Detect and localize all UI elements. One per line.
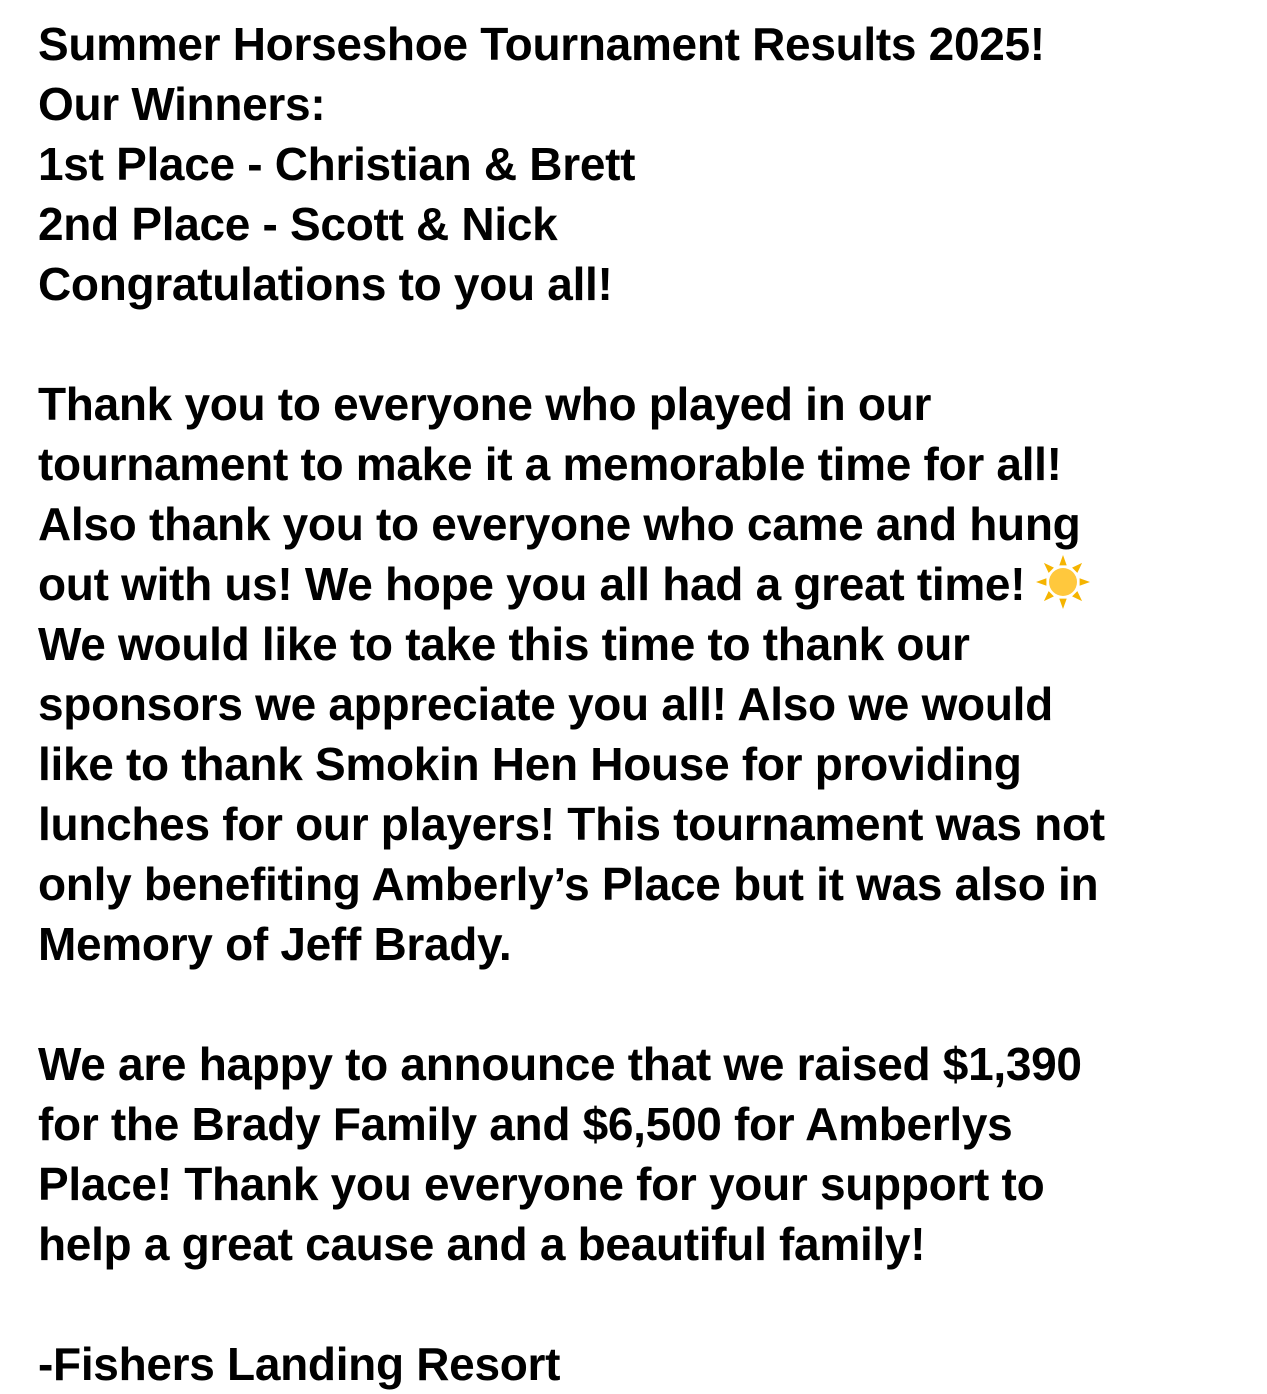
paragraph-spacer [38,974,1253,1034]
thanks-line: We would like to take this time to thank our [38,618,970,670]
thanks-line: Memory of Jeff Brady. [38,918,512,970]
thanks-line: Also thank you to everyone who came and hung [38,498,1081,550]
congratulations-line: Congratulations to you all! [38,258,613,310]
announcement-line: help a great cause and a beautiful family! [38,1218,926,1270]
paragraph-spacer [38,1274,1253,1334]
announcement-line: Place! Thank you everyone for your support to [38,1158,1045,1210]
thanks-line-text: out with us! We hope you all had a great time! [38,558,1026,610]
thanks-line: sponsors we appreciate you all! Also we would [38,678,1053,730]
winners-heading: Our Winners: [38,78,326,130]
thanks-line: tournament to make it a memorable time for all! [38,438,1062,490]
thanks-line-with-emoji [38,554,1253,614]
thanks-line: lunches for our players! This tournament was not [38,798,1105,850]
thanks-line: like to thank Smokin Hen House for providing [38,738,1022,790]
thanks-line: only benefiting Amberly’s Place but it was also in [38,858,1099,910]
post-text [38,14,1253,1394]
first-place-line: 1st Place - Christian & Brett [38,138,636,190]
second-place-line: 2nd Place - Scott & Nick [38,198,558,250]
announcement-line: for the Brady Family and $6,500 for Amberlys [38,1098,1013,1150]
post-title: Summer Horseshoe Tournament Results 2025! [38,18,1045,70]
signature: -Fishers Landing Resort [38,1338,561,1390]
announcement-line: We are happy to announce that we raised $1,390 [38,1038,1082,1090]
paragraph-spacer [38,314,1253,374]
sun-icon [1035,554,1091,610]
thanks-line: Thank you to everyone who played in our [38,378,932,430]
